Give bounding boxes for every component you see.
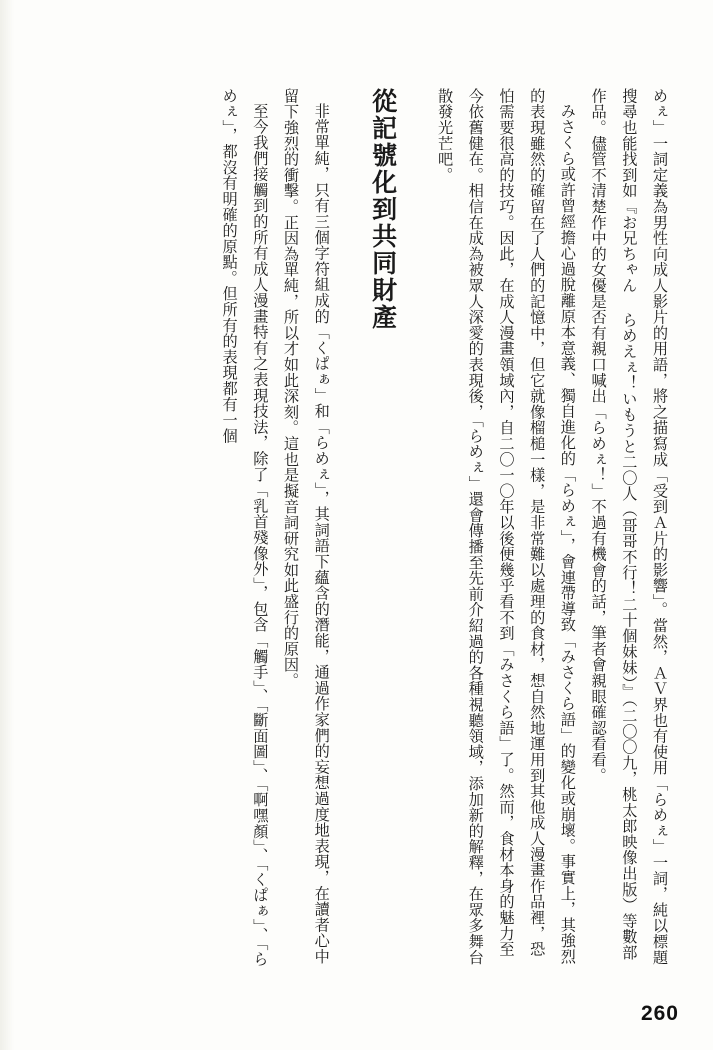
paragraph-4: 至今我們接觸到的所有成人漫畫特有之表現技法，除了「乳首殘像外」，包含「觸手」、「斷面圖」、「啊嘿顏」、「くぱぁ」、「らめぇ」，都沒有明確的原點。但所有的表現都有一個 xyxy=(220,88,270,967)
page-edge-shadow xyxy=(0,0,14,1050)
section-heading: 從記號化到共同財產 xyxy=(368,88,398,331)
paragraph-3: 非常單純，只有三個字符組成的「くぱぁ」和「らめぇ」，其詞語下蘊含的潛能，通過作家們的妄想過度地表現，在讀者心中留下強烈的衝擊。正因為單純，所以才如此深刻。這也是擬音詞研究如此盛行的原因。 xyxy=(282,88,331,965)
column-gap xyxy=(348,88,356,89)
page-number: 260 xyxy=(640,1002,679,1025)
paragraph-1: めぇ」一詞定義為男性向成人影片的用語，將之描寫成「受到Ａ片的影響」。當然，ＡＶ界也有使用「らめぇ」一詞，純以標題搜尋也能找到如『お兄ちゃん らめえぇ！いもうと二〇人（哥哥不行！二十個妹妹）』（二〇〇九，桃太郎映像出版）等數部作品。儘管不清楚作中的女優是否有親口喊出「らめぇ！」不過有機會的話，筆者會親眼確認看看。 xyxy=(589,88,669,966)
page-body-text xyxy=(120,88,675,968)
paragraph-2: みさくら或許曾經擔心過脫離原本意義、獨自進化的「らめぇ」，會連帶導致「みさくら語」的變化或崩壞。事實上，其強烈的表現雖然的確留在了人們的記憶中，但它就像榴槌一樣，是非常難以處理的食材，想自然地運用到其他成人漫畫作品裡，恐怕需要很高的技巧。因此，在成人漫畫領域內，自二〇一〇年以後便幾乎看不到「みさくら語」了。然而，食材本身的魅力至今依舊健在。相信在成為被眾人深愛的表現後，「らめぇ」還會傳播至先前介紹過的各種視聽領域，添加新的解釋，在眾多舞台散發光芒吧。 xyxy=(436,88,577,966)
column-gap xyxy=(405,88,423,89)
